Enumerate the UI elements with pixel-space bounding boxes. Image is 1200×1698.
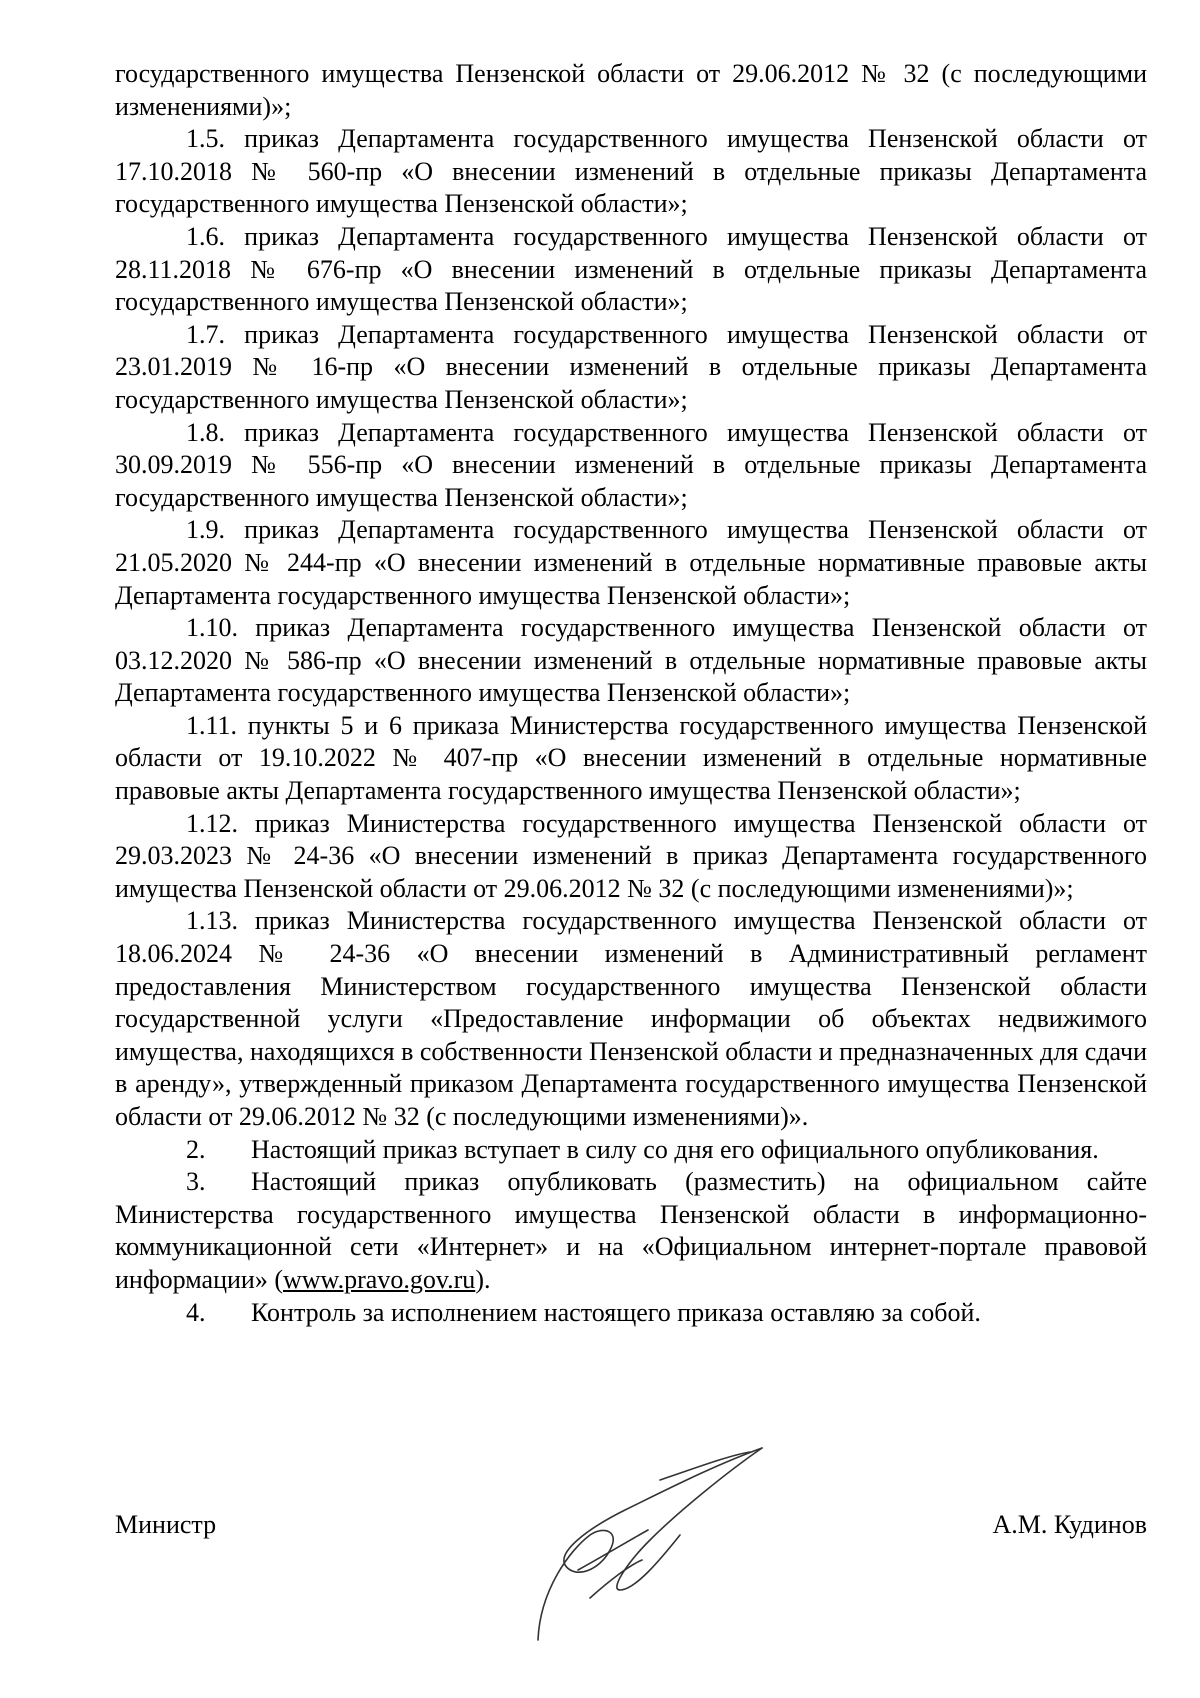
paragraph-continuation: государственного имущества Пензенской области от 29.06.2012 № 32 (с последующими изменениями)»;: [115, 59, 1147, 121]
signer-position: Министр: [115, 1510, 217, 1539]
paragraph-1-12: 1.12. приказ Министерства государственного имущества Пензенской области от 29.03.2023 № 24-36 «О внесении изменений в приказ Департамента государственного имущества Пензенской области от 29.06.2012 № 32 (с последующими изменениями)»;: [115, 808, 1147, 903]
paragraph-1-13: 1.13. приказ Министерства государственного имущества Пензенской области от 18.06.2024 № 24-36 «О внесении изменений в Административный регламент предоставления Министерством государственного имущества Пензенской области государственной услуги «Предоставление информации об объектах недвижимого имущества, находящихся в собственности Пензенской области и предназначенных для сдачи в аренду», утвержденный приказом Департамента государственного имущества Пензенской области от 29.06.2012 № 32 (с последующими изменениями)».: [115, 906, 1147, 1131]
paragraph-1-11: 1.11. пункты 5 и 6 приказа Министерства государственного имущества Пензенской области от 19.10.2022 № 407-пр «О внесении изменений в отдельные нормативные правовые акты Департамента государственного имущества Пензенской области»;: [115, 710, 1147, 806]
signer-name: А.М. Кудинов: [992, 1510, 1147, 1539]
item-number: 2.: [186, 1134, 206, 1164]
signature-row: [115, 1509, 1147, 1542]
paragraph-item-3: [115, 1166, 1147, 1296]
handwritten-signature: [530, 1440, 770, 1645]
paragraph-1-6: 1.6. приказ Департамента государственного имущества Пензенской области от 28.11.2018 № 676-пр «О внесении изменений в отдельные приказы Департамента государственного имущества Пензенской области»;: [115, 221, 1147, 317]
item-text-tail: ).: [475, 1264, 491, 1294]
item-text: Настоящий приказ вступает в силу со дня его официального опубликования.: [251, 1134, 1099, 1164]
paragraph-item-2: [115, 1134, 1147, 1167]
item-text: Настоящий приказ опубликовать (разместить) на официальном сайте Министерства государственного имущества Пензенской области в информационно-коммуникационной сети «Интернет» и на «Официальном интернет-портале правовой информации» (: [115, 1167, 1147, 1294]
item-text: Контроль за исполнением настоящего приказа оставляю за собой.: [251, 1297, 981, 1327]
paragraph-1-10: 1.10. приказ Департамента государственного имущества Пензенской области от 03.12.2020 № 586-пр «О внесении изменений в отдельные нормативные правовые акты Департамента государственного имущества Пензенской области»;: [115, 613, 1147, 708]
paragraph-item-4: [115, 1297, 1147, 1330]
paragraph-1-5: 1.5. приказ Департамента государственного имущества Пензенской области от 17.10.2018 № 560-пр «О внесении изменений в отдельные приказы Департамента государственного имущества Пензенской области»;: [115, 124, 1147, 219]
pravo-link[interactable]: www.pravo.gov.ru: [283, 1264, 476, 1294]
paragraph-1-7: 1.7. приказ Департамента государственного имущества Пензенской области от 23.01.2019 № 16-пр «О внесении изменений в отдельные приказы Департамента государственного имущества Пензенской области»;: [115, 319, 1147, 414]
paragraph-1-8: 1.8. приказ Департамента государственного имущества Пензенской области от 30.09.2019 № 556-пр «О внесении изменений в отдельные приказы Департамента государственного имущества Пензенской области»;: [115, 417, 1147, 512]
paragraph-1-9: 1.9. приказ Департамента государственного имущества Пензенской области от 21.05.2020 № 244-пр «О внесении изменений в отдельные нормативные правовые акты Департамента государственного имущества Пензенской области»;: [115, 515, 1147, 610]
item-number: 3.: [186, 1167, 206, 1197]
item-number: 4.: [186, 1297, 206, 1327]
